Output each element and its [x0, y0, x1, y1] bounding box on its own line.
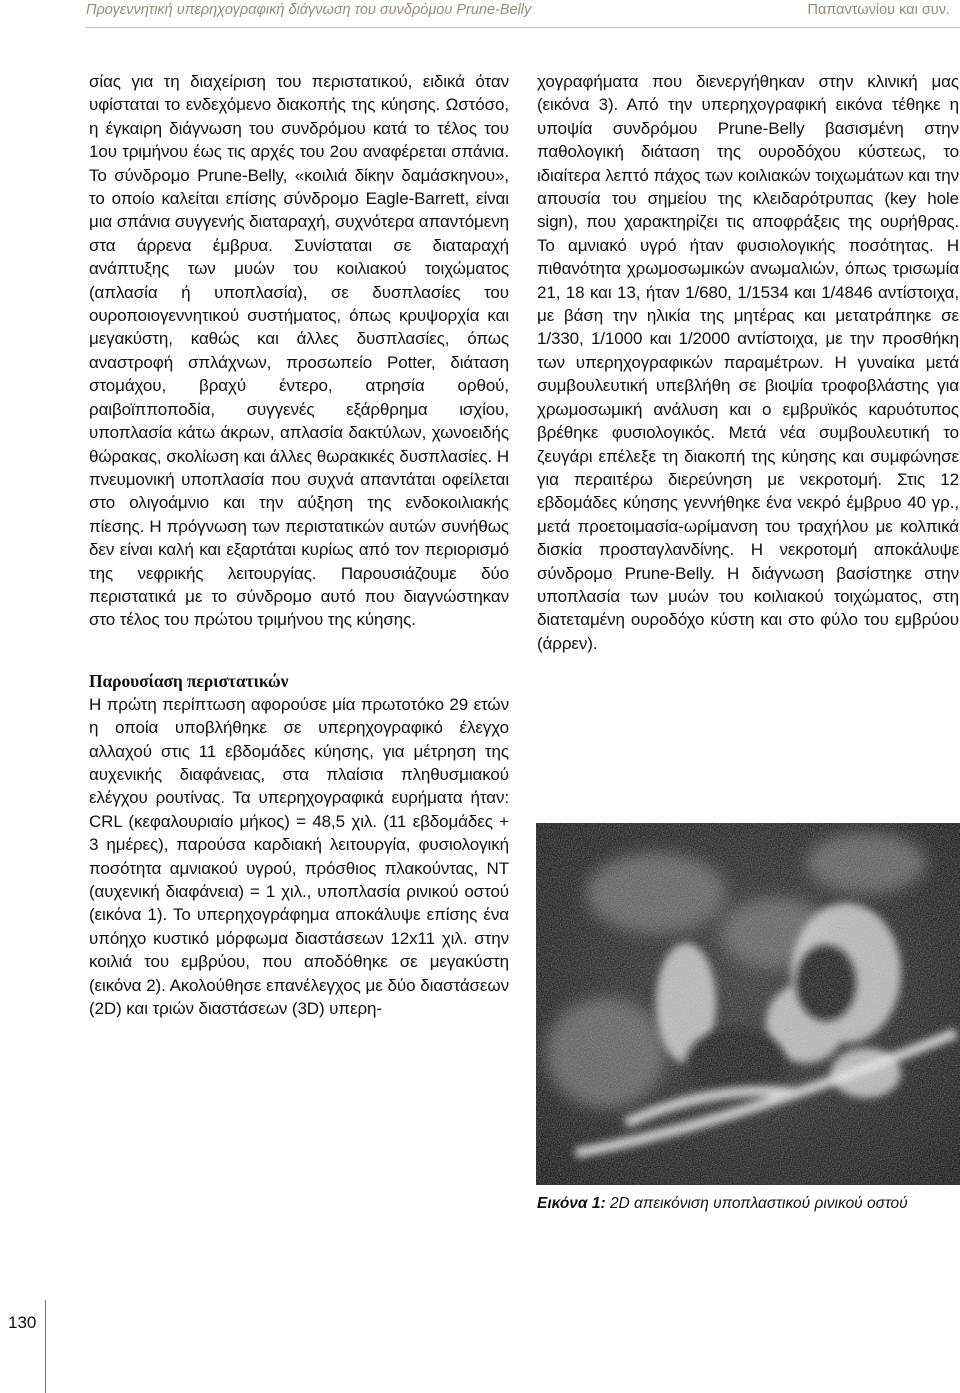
- figure-caption: [537, 1193, 937, 1214]
- intro-paragraph: σίας για τη διαχείριση του περιστατικού, ειδικά όταν υφίσταται το ενδεχόμενο διακοπής της κύησης. Ωστόσο, η έγκαιρη διάγνωση του συνδρόμου κατά το τέλος του 1ου τριμήνου έως τις αρχές του 2ου αναφέρεται σπάνια. Το σύνδρομο Prune-Belly, «κοιλιά δίκην δαμάσκηνου», το οποίο καλείται επίσης σύνδρομο Eagle-Barrett, είναι μια σπάνια συγγενής διαταραχή, συχνότερα απαντόμενη στα άρρενα έμβρυα. Συνίσταται σε διαταραχή ανάπτυξης των μυών του κοιλιακού τοιχώματος (απλασία ή υποπλασία), σε δυσπλασίες του ουροποιογεννητικού συστήματος, όπως κρυψορχία και μεγακύστη, καθώς και άλλες δυσπλασίες, όπως αναστροφή σπλάχνων, προσωπείο Potter, διάταση στομάχου, βραχύ έντερο, ατρησία ορθού, ραιβοϊπποποδία, συγγενές εξάρθρημα ισχίου, υποπλασία κάτω άκρων, απλασία δακτύλων, χωνοειδής θώρακας, σκολίωση και άλλες θωρακικές δυσπλασίες. Η πνευμονική υποπλασία που συχνά απαντάται οφείλεται στο ολιγοάμνιο και την αύξηση της ενδοκοιλιακής πίεσης. Η πρόγνωση των περιστατικών αυτών συνήθως δεν είναι καλή και εξαρτάται κυρίως από τον περιορισμό της νεφρικής λειτουργίας. Παρουσιάζουμε δύο περιστατικά με το σύνδρομο αυτό που διαγνώστηκαν στο τέλος του πρώτου τριμήνου της κύησης.: [89, 72, 509, 630]
- case-paragraph: Η πρώτη περίπτωση αφορούσε μία πρωτοτόκο 29 ετών η οποία υποβλήθηκε σε υπερηχογραφικό έλεγχο αλλαχού στις 11 εβδομάδες κύησης, για μέτρηση της αυχενικής διαφάνειας, στα πλαίσια πληθυσμιακού ελέγχου ρουτίνας. Τα υπερηχογραφικά ευρήματα ήταν: CRL (κεφαλουριαίο μήκος) = 48,5 χιλ. (11 εβδομάδες + 3 ημέρες), παρούσα καρδιακή λειτουργία, φυσιολογική ποσότητα αμνιακού υγρού, πρόσθιος πλακούντας, NT (αυχενική διαφάνεια) = 1 χιλ., υποπλασία ρινικού οστού (εικόνα 1). Το υπερηχογράφημα αποκάλυψε επίσης ένα υπόηχο κυστικό μόρφωμα διαστάσεων 12x11 χιλ. στην κοιλιά του εμβρύου, που αποδόθηκε σε μεγακύστη (εικόνα 2). Ακολούθησε επανέλεγχος με δύο διαστάσεων (2D) και τριών διαστάσεων (3D) υπερη-: [89, 694, 509, 1019]
- case-continuation-paragraph: χογραφήματα που διενεργήθηκαν στην κλινική μας (εικόνα 3). Από την υπερηχογραφική εικόνα τέθηκε η υποψία συνδρόμου Prune-Belly βασισμένη στην παθολογική διάταση της ουροδόχου κύστεως, το ιδιαίτερα λεπτό πάχος των κοιλιακών τοιχωμάτων και την απουσία του σημείου της κλειδαρότρυπας (key hole sign), που χαρακτηρίζει τις αποφράξεις της ουρήθρας. Το αμνιακό υγρό ήταν φυσιολογικής ποσότητας. Η πιθανότητα χρωμοσωμικών ανωμαλιών, όπως τρισωμία 21, 18 και 13, ήταν 1/680, 1/1534 και 1/4846 αντίστοιχα, με βάση την ηλικία της μητέρας και μετατράπηκε σε 1/330, 1/1000 και 1/2000 αντίστοιχα, με την προσθήκη των υπερηχογραφικών παραμέτρων. Η γυναίκα μετά συμβουλευτική υπεβλήθη σε βιοψία τροφοβλάστης για χρωμοσωμική ανάλυση και ο εμβρυϊκός καρυότυπος βρέθηκε φυσιολογικός. Μετά νέα συμβουλευτική το ζευγάρι επέλεξε τη διακοπή της κύησης και συμφώνησε για περαιτέρω διερεύνηση με νεκροτομή. Στις 12 εβδομάδες κύησης γεννήθηκε ένα νεκρό έμβρυο 40 γρ., μετά προετοιμασία-ωρίμανση του τραχήλου με κολπικά δισκία προσταγλανδίνης. Η νεκροτομή αποκάλυψε σύνδρομο Prune-Belly. Η διάγνωση βασίστηκε στην υποπλασία των μυών του κοιλιακού τοιχώματος, στη διατεταμένη ουροδόχο κύστη και στο φύλο του εμβρύου (άρρεν).: [537, 72, 959, 653]
- running-title: Προγεννητική υπερηχογραφική διάγνωση του συνδρόμου Prune-Belly: [86, 2, 532, 18]
- page-number: 130: [8, 1313, 37, 1332]
- running-header: [0, 2, 960, 28]
- header-divider: [86, 27, 960, 28]
- ultrasound-illustration: [536, 823, 960, 1185]
- figure-label: Εικόνα 1:: [537, 1195, 606, 1212]
- running-authors: Παπαντωνίου και συν.: [807, 2, 950, 18]
- left-column: [89, 70, 509, 1020]
- ultrasound-image: [536, 823, 960, 1185]
- section-heading: Παρουσίαση περιστατικών: [89, 670, 289, 691]
- figure-caption-text: 2D απεικόνιση υποπλαστικού ρινικού οστού: [609, 1195, 908, 1212]
- right-column: [537, 70, 959, 655]
- page-number-divider: [45, 1300, 46, 1393]
